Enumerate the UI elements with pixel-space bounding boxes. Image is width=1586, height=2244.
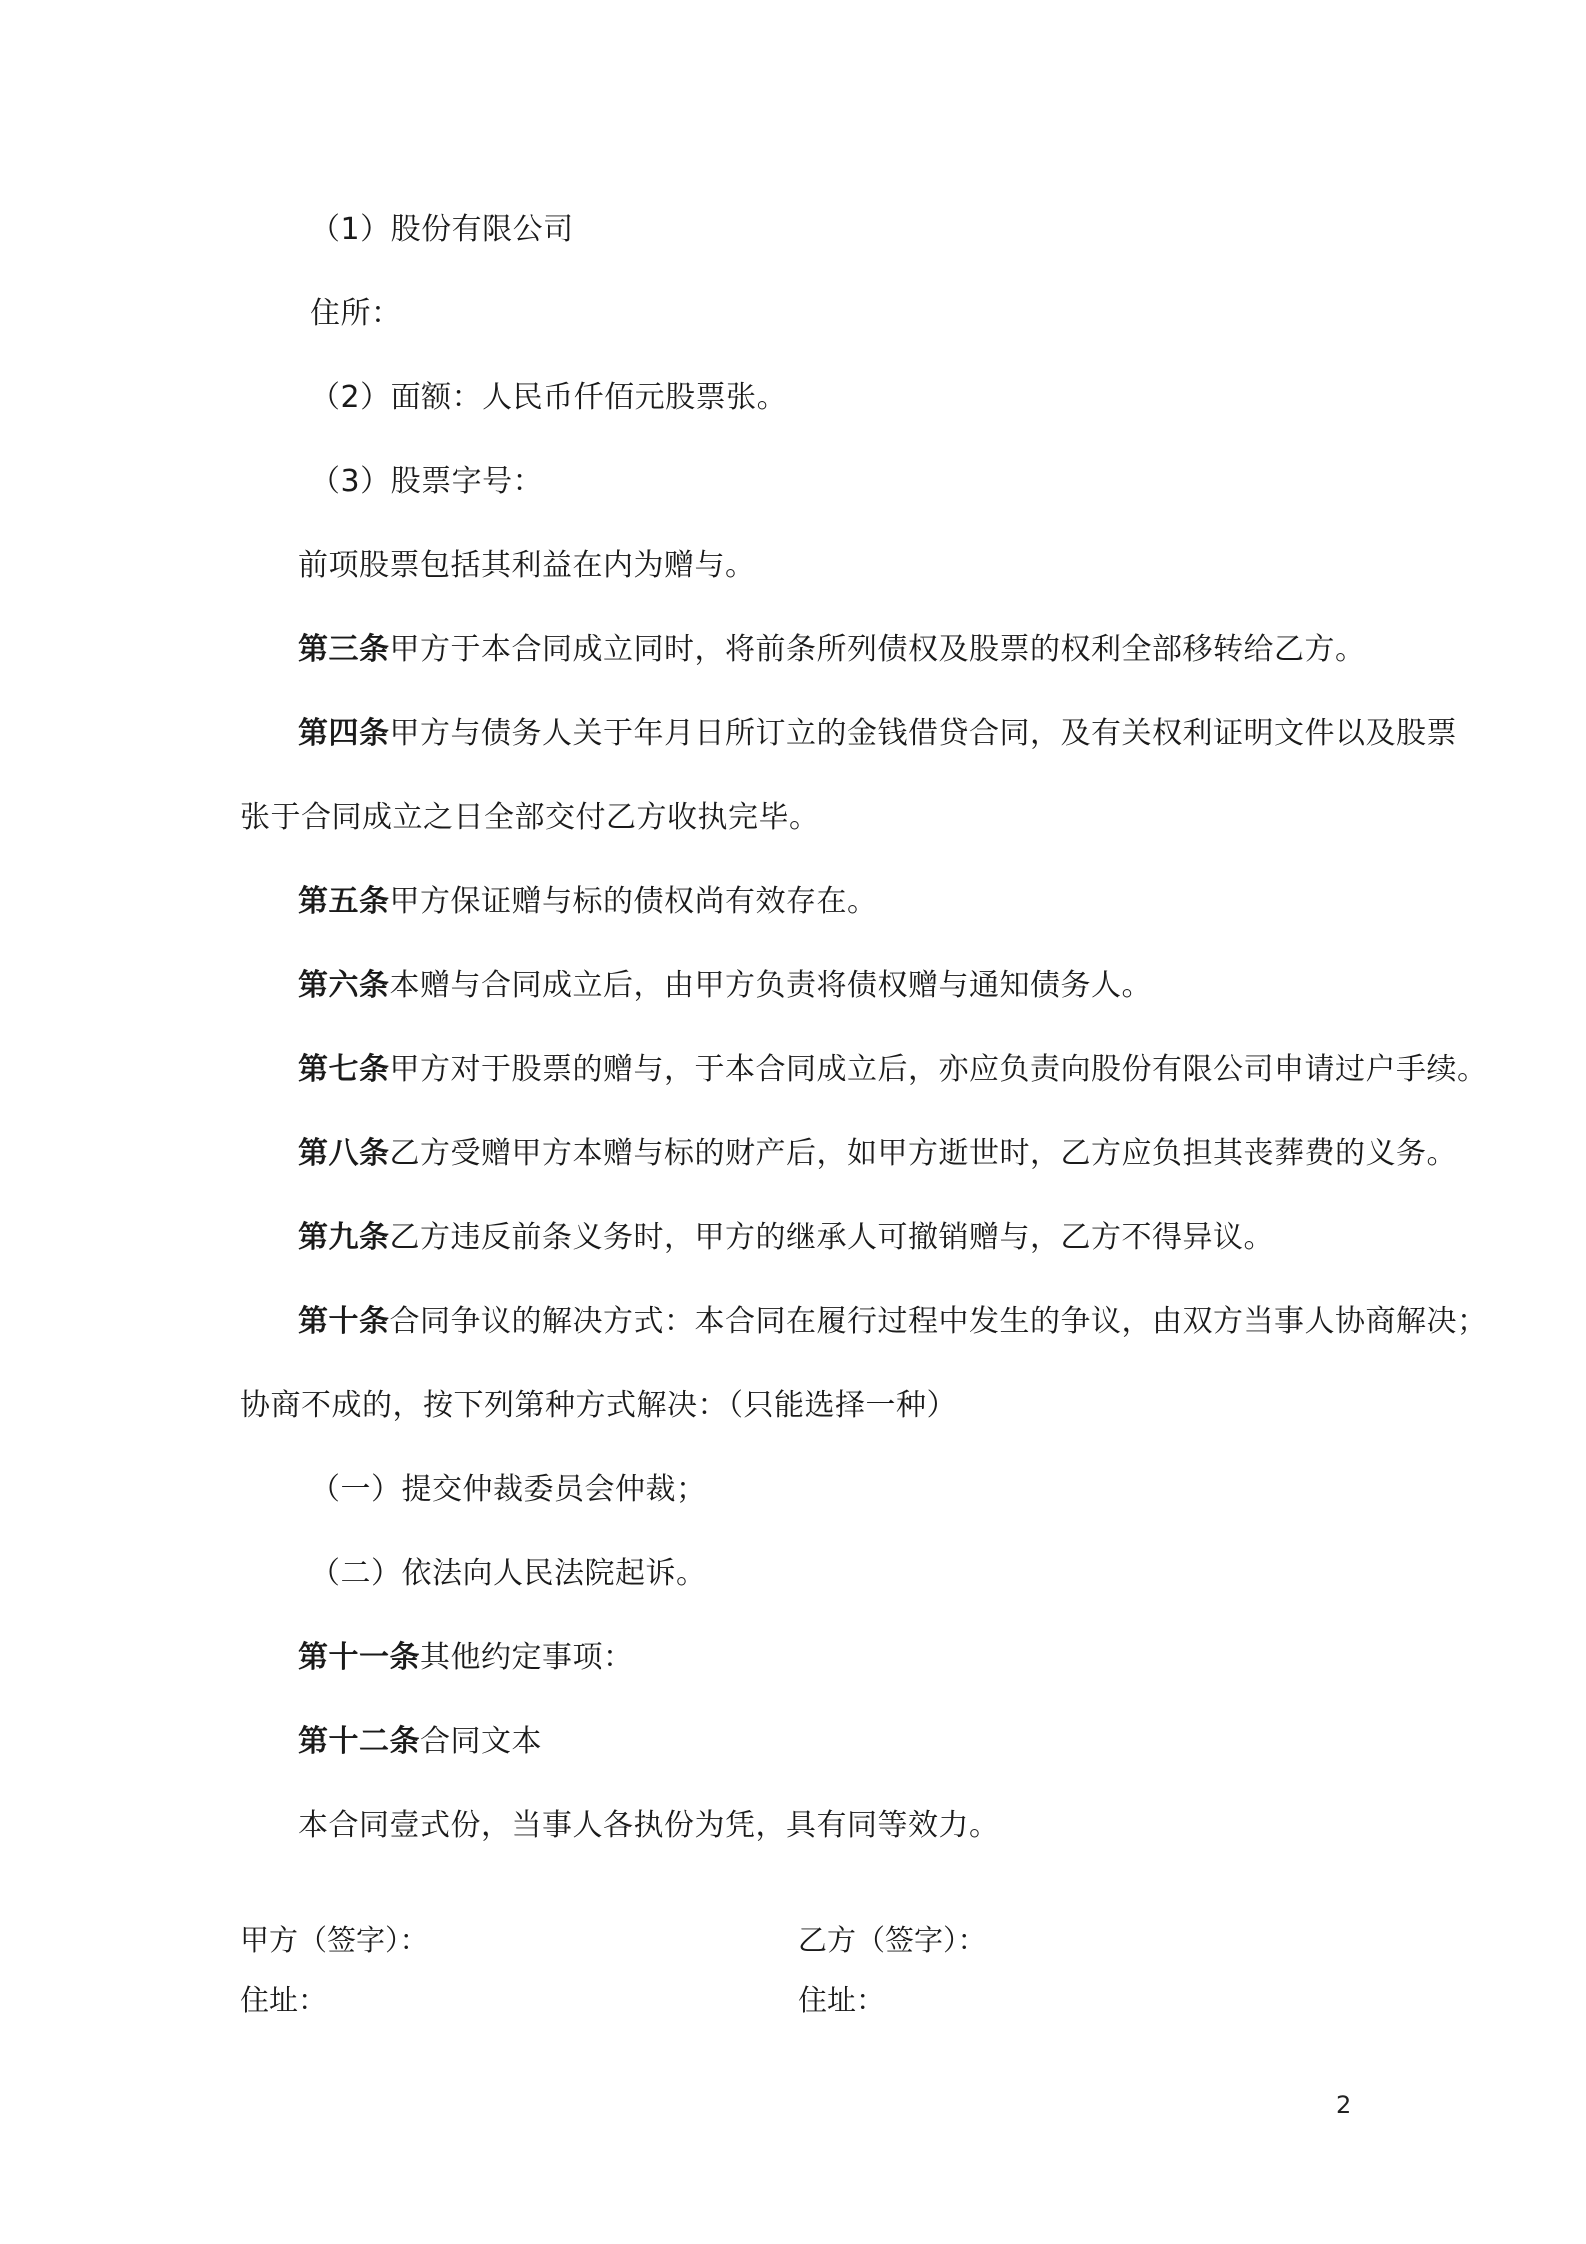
article-4 xyxy=(298,714,1457,754)
line-text: 协商不成的，按下列第种方式解决：（只能选择一种） xyxy=(240,1388,957,1423)
clause-stock-number xyxy=(310,462,543,502)
line-text: 住所： xyxy=(310,296,402,331)
contract-copies xyxy=(298,1806,1000,1846)
line-text: 前项股票包括其利益在内为赠与。 xyxy=(298,548,756,583)
party-b-signature-label: 乙方（签字）： xyxy=(798,1923,987,1957)
article-10-continued xyxy=(240,1386,957,1426)
party-b-address-label: 住址： xyxy=(798,1983,886,2017)
line-text: （1）股份有限公司 xyxy=(310,212,574,247)
article-text: 甲方对于股票的赠与，于本合同成立后，亦应负责向股份有限公司申请过户手续。 xyxy=(389,1052,1488,1087)
article-12 xyxy=(298,1722,542,1762)
article-text: 甲方保证赠与标的债权尚有效存在。 xyxy=(389,884,878,919)
article-4-continued xyxy=(240,798,820,838)
line-text: 本合同壹式份，当事人各执份为凭，具有同等效力。 xyxy=(298,1808,1000,1843)
article-5 xyxy=(298,882,878,922)
article-text: 甲方于本合同成立同时，将前条所列债权及股票的权利全部移转给乙方。 xyxy=(389,632,1366,667)
article-text: 合同文本 xyxy=(420,1724,542,1759)
article-6 xyxy=(298,966,1152,1006)
article-10 xyxy=(298,1302,1488,1342)
article-8 xyxy=(298,1134,1457,1174)
article-text: 合同争议的解决方式：本合同在履行过程中发生的争议，由双方当事人协商解决； xyxy=(389,1304,1488,1339)
line-text: 张于合同成立之日全部交付乙方收执完毕。 xyxy=(240,800,820,835)
clause-company-name xyxy=(310,210,574,250)
line-text: （3）股票字号： xyxy=(310,464,544,499)
article-text: 甲方与债务人关于年月日所订立的金钱借贷合同，及有关权利证明文件以及股票 xyxy=(389,716,1457,751)
article-number: 第七条 xyxy=(298,1052,390,1087)
article-number: 第四条 xyxy=(298,716,390,751)
article-number: 第六条 xyxy=(298,968,390,1003)
article-number: 第五条 xyxy=(298,884,390,919)
option-litigation xyxy=(310,1554,707,1594)
line-text: （一）提交仲裁委员会仲裁； xyxy=(310,1472,707,1507)
article-text: 乙方受赠甲方本赠与标的财产后，如甲方逝世时，乙方应负担其丧葬费的义务。 xyxy=(389,1136,1457,1171)
article-text: 本赠与合同成立后，由甲方负责将债权赠与通知债务人。 xyxy=(389,968,1152,1003)
article-number: 第十一条 xyxy=(298,1640,420,1675)
party-a-signature-label: 甲方（签字）： xyxy=(240,1923,429,1957)
page-number: 2 xyxy=(1336,2091,1352,2119)
clause-face-value xyxy=(310,378,787,418)
article-9 xyxy=(298,1218,1274,1258)
article-number: 第十条 xyxy=(298,1304,390,1339)
article-7 xyxy=(298,1050,1488,1090)
party-a-address-label: 住址： xyxy=(240,1983,328,2017)
clause-address xyxy=(310,294,402,334)
article-number: 第八条 xyxy=(298,1136,390,1171)
article-number: 第三条 xyxy=(298,632,390,667)
article-text: 其他约定事项： xyxy=(420,1640,634,1675)
article-3 xyxy=(298,630,1366,670)
article-number: 第九条 xyxy=(298,1220,390,1255)
article-11 xyxy=(298,1638,634,1678)
clause-stock-gift xyxy=(298,546,756,586)
option-arbitration xyxy=(310,1470,707,1510)
article-number: 第十二条 xyxy=(298,1724,420,1759)
line-text: （2）面额：人民币仟佰元股票张。 xyxy=(310,380,788,415)
line-text: （二）依法向人民法院起诉。 xyxy=(310,1556,707,1591)
article-text: 乙方违反前条义务时，甲方的继承人可撤销赠与，乙方不得异议。 xyxy=(389,1220,1274,1255)
